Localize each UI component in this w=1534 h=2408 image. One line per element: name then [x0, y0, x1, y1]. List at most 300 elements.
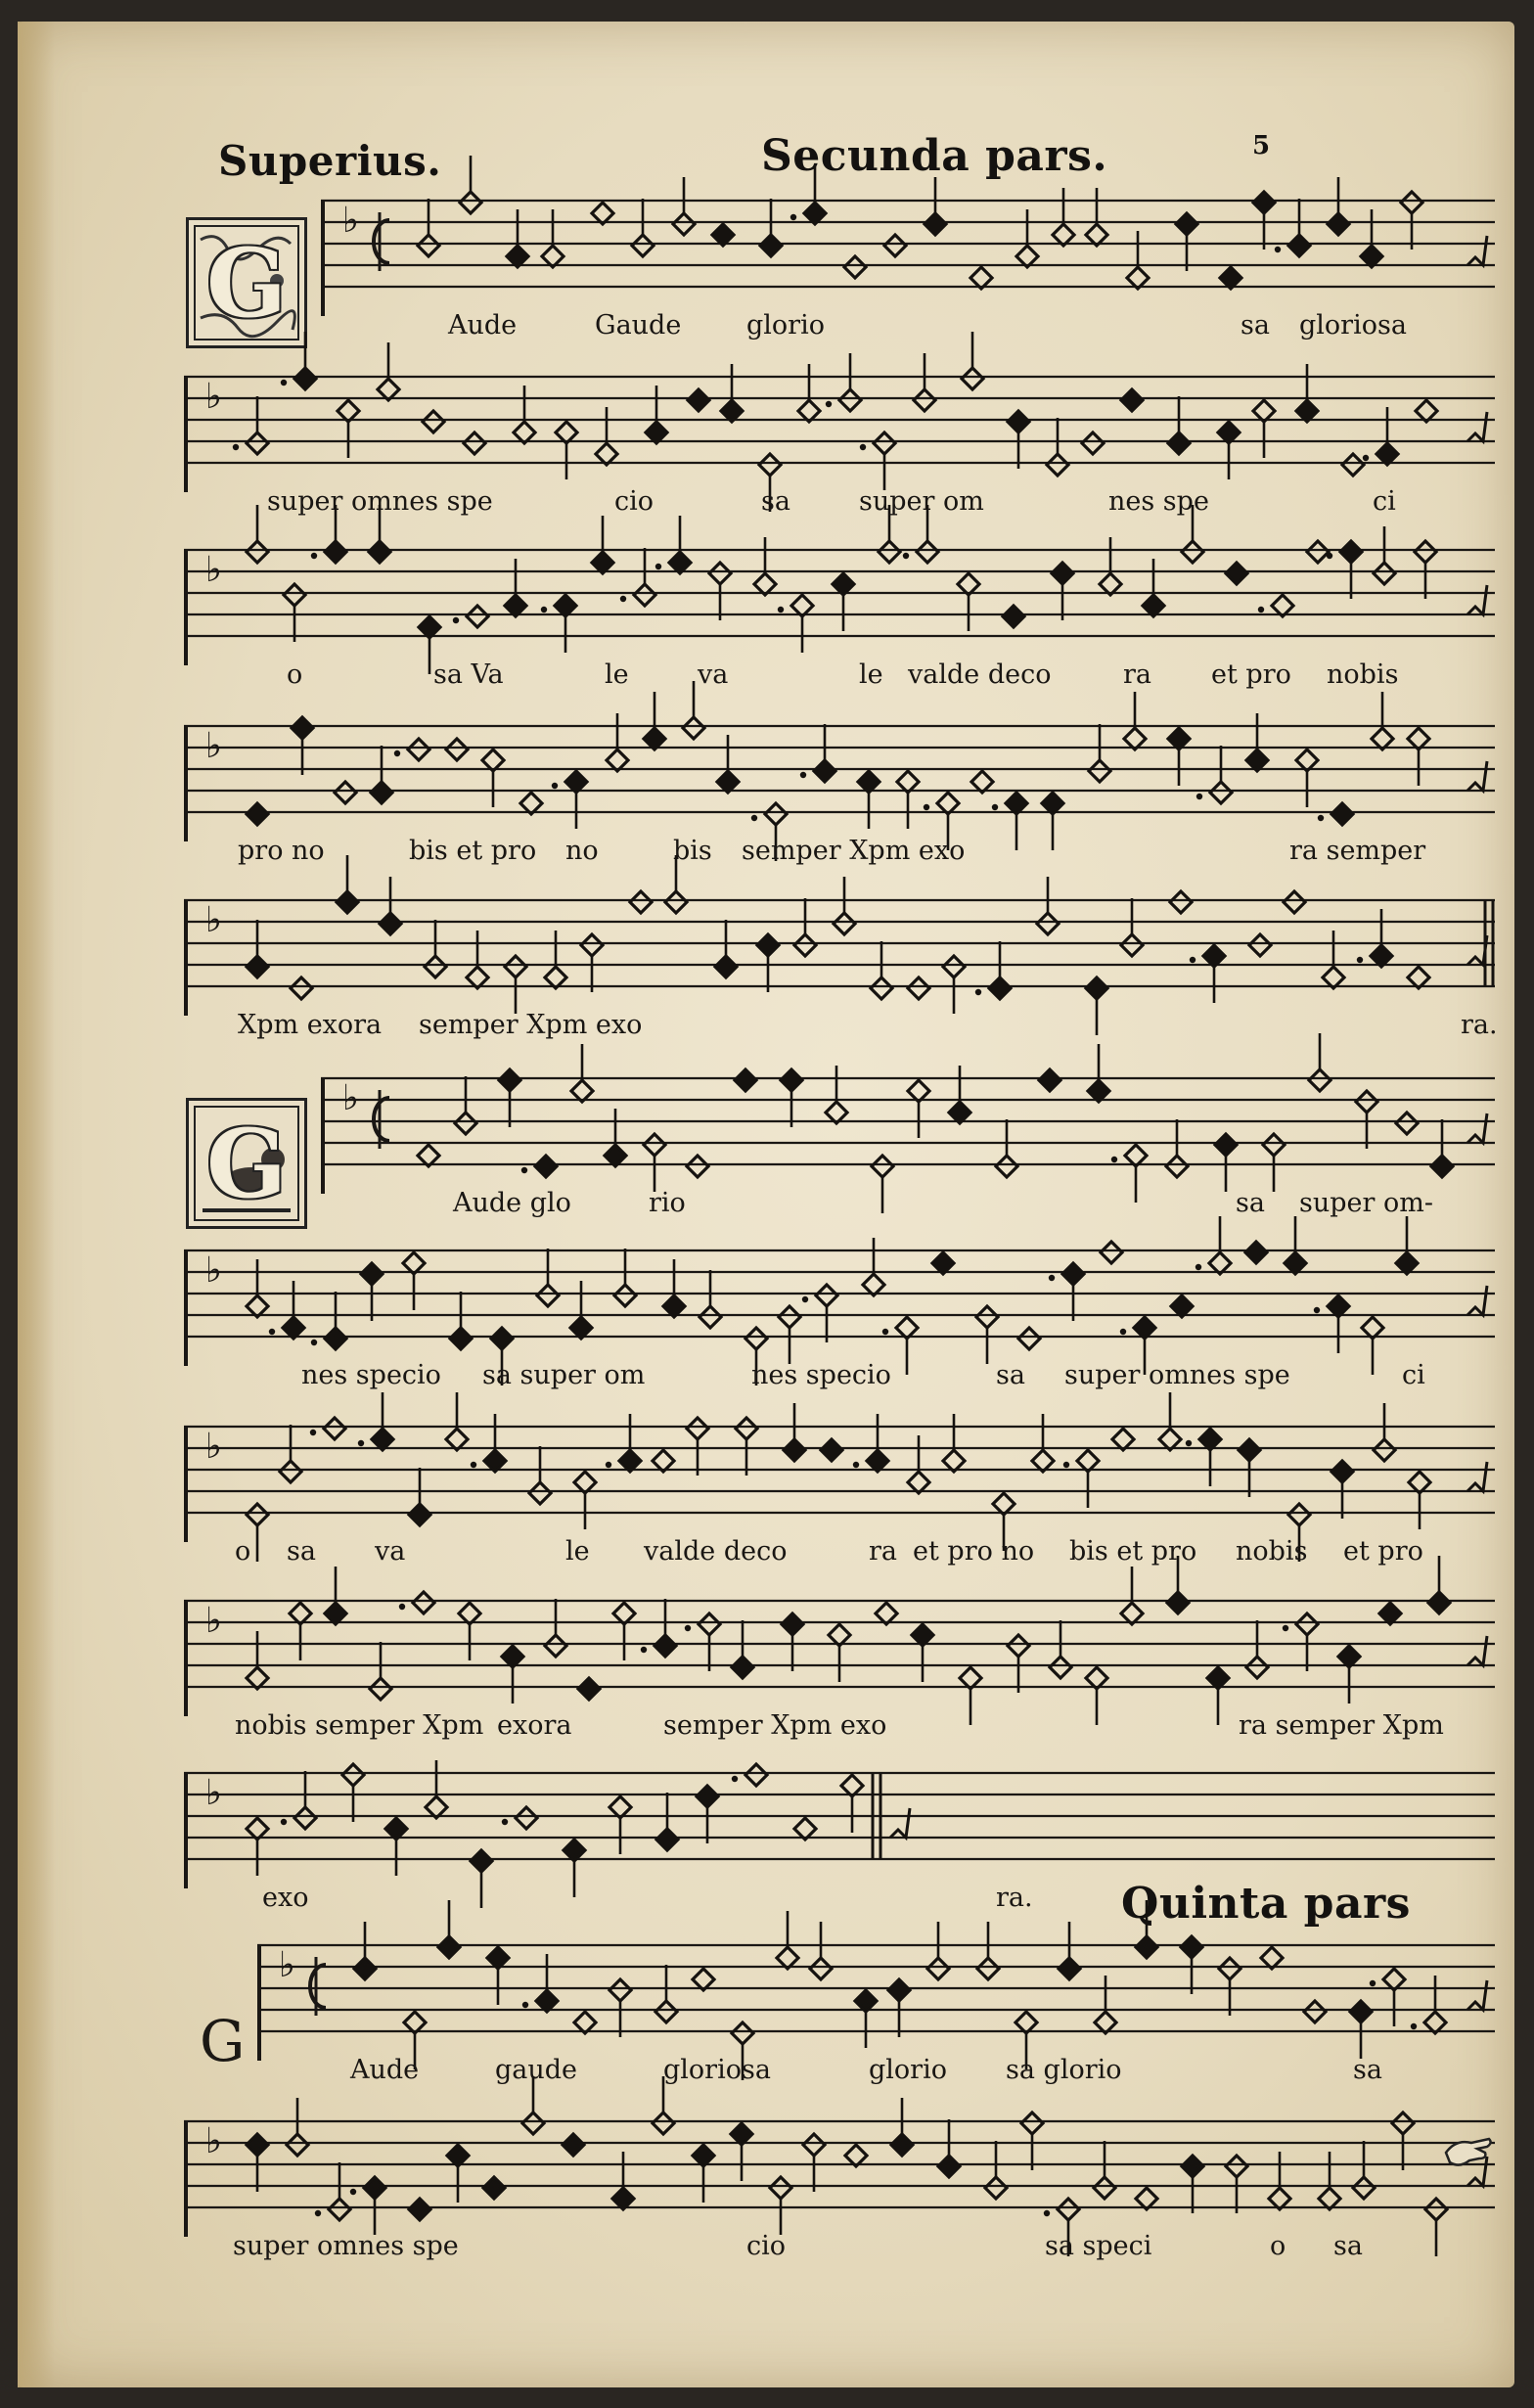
note: [1215, 1134, 1237, 1156]
lyric-syllable: o: [1270, 2231, 1286, 2261]
lyric-syllable: sa glorio: [1006, 2055, 1122, 2085]
staff: [184, 369, 1495, 517]
lyric-syllable: sa: [1333, 2231, 1363, 2261]
lyric-syllable: le: [605, 659, 629, 690]
note: [897, 771, 919, 793]
note: [291, 977, 312, 999]
custos-icon: [1467, 1636, 1487, 1665]
dot: [802, 1296, 808, 1302]
note: [1331, 1461, 1353, 1482]
note: [896, 1317, 918, 1339]
note: [1296, 400, 1318, 422]
note: [1424, 2012, 1446, 2033]
note: [736, 1418, 757, 1439]
lyric-syllable: ra: [1123, 659, 1152, 690]
note: [505, 956, 526, 977]
note: [989, 977, 1011, 999]
note: [1176, 213, 1197, 235]
note: [925, 213, 946, 235]
note: [914, 389, 935, 411]
note: [1203, 945, 1225, 967]
note: [1304, 2001, 1326, 2022]
note: [542, 246, 564, 267]
lyric-syllable: semper Xpm exo: [742, 836, 966, 866]
note: [663, 1295, 685, 1317]
dot: [1111, 1157, 1117, 1162]
note: [735, 1069, 756, 1091]
dot: [685, 1625, 691, 1631]
note: [821, 1439, 842, 1461]
note: [537, 1285, 559, 1306]
lyrics-line: [184, 310, 1534, 349]
dot: [924, 804, 929, 810]
dot: [778, 607, 784, 613]
note: [1246, 750, 1268, 771]
lyric-syllable: gaude: [495, 2055, 578, 2085]
staff-lines: [184, 1765, 1495, 1873]
note: [607, 750, 628, 771]
note: [536, 1990, 558, 2012]
note: [745, 1328, 767, 1349]
note: [1307, 541, 1329, 563]
lyric-syllable: cio: [614, 486, 654, 517]
note: [634, 584, 655, 606]
note: [556, 422, 577, 443]
dot: [281, 1819, 287, 1825]
note: [816, 1285, 837, 1306]
note: [1245, 1242, 1267, 1263]
note: [891, 2134, 913, 2156]
note: [770, 2177, 791, 2199]
note: [247, 1504, 268, 1525]
lyrics-line: [184, 1883, 1534, 1922]
lyric-syllable: gloriosa: [1299, 310, 1407, 341]
note: [1089, 760, 1110, 782]
lyric-syllable: sa super om: [482, 1360, 646, 1390]
note: [646, 422, 667, 443]
dot: [992, 804, 998, 810]
note: [438, 1936, 460, 1958]
note: [290, 1603, 311, 1624]
note: [699, 1306, 721, 1328]
custos-icon: [1467, 412, 1487, 441]
note: [1077, 1450, 1099, 1472]
lyrics-line: [184, 1188, 1534, 1227]
note: [745, 1764, 767, 1786]
note: [609, 1979, 631, 2001]
note: [970, 267, 992, 289]
note: [834, 913, 855, 934]
note: [962, 368, 983, 389]
note: [419, 616, 440, 638]
lyric-syllable: semper Xpm exo: [663, 1710, 887, 1741]
quinta-heading: Quinta pars: [1121, 1879, 1411, 1929]
lyric-syllable: nes specio: [751, 1360, 891, 1390]
note: [784, 1439, 805, 1461]
note: [1167, 1592, 1189, 1613]
note: [765, 803, 787, 825]
lyric-syllable: ci: [1373, 486, 1396, 517]
note: [759, 454, 781, 476]
dot: [790, 214, 796, 220]
note: [371, 782, 392, 803]
note: [1168, 728, 1190, 750]
dot: [606, 1462, 611, 1468]
note: [958, 573, 979, 595]
note: [1039, 1069, 1060, 1091]
flat-clef-icon: ♭: [205, 377, 222, 417]
dot: [315, 2210, 321, 2216]
custos-icon: [1467, 1980, 1487, 2010]
note: [592, 552, 613, 573]
staff: [184, 1419, 1495, 1567]
flat-clef-icon: ♭: [205, 550, 222, 590]
initial-letter: G: [206, 1108, 287, 1219]
note: [1127, 267, 1149, 289]
note: [545, 1635, 566, 1657]
dot: [853, 1462, 859, 1468]
note: [1220, 267, 1241, 289]
lyric-syllable: sa: [287, 1536, 316, 1567]
note: [413, 1592, 434, 1613]
note: [644, 1134, 665, 1156]
staff-bracket: [321, 1078, 325, 1194]
staff-bracket: [184, 1427, 188, 1542]
lyrics-line: [184, 1360, 1534, 1399]
lyric-syllable: nobis: [1236, 1536, 1308, 1567]
note: [1136, 1936, 1157, 1958]
note: [471, 1850, 492, 1872]
note: [908, 977, 929, 999]
cut-time-icon: [374, 220, 389, 263]
note: [555, 595, 576, 616]
note: [1374, 1439, 1395, 1461]
dot: [311, 1340, 317, 1345]
note: [1143, 595, 1164, 616]
note: [1182, 541, 1203, 563]
dot: [471, 1462, 476, 1468]
lyric-syllable: pro no: [238, 836, 325, 866]
note: [294, 368, 316, 389]
note: [917, 541, 938, 563]
note: [1356, 1091, 1377, 1113]
staff: [184, 542, 1495, 690]
note: [888, 1979, 910, 2001]
note: [292, 717, 313, 739]
note: [369, 541, 390, 563]
note: [687, 1156, 708, 1177]
lyrics-line: [184, 1710, 1534, 1749]
dot: [453, 617, 459, 623]
note: [325, 1328, 346, 1349]
dot: [975, 989, 981, 995]
lyric-syllable: super om-: [1299, 1188, 1433, 1218]
note: [1042, 793, 1063, 814]
staff: [321, 193, 1495, 341]
note: [581, 934, 603, 956]
note: [1062, 1263, 1084, 1285]
lyrics-line: [184, 1010, 1534, 1049]
note: [754, 573, 776, 595]
flat-clef-icon: ♭: [205, 900, 222, 940]
lyrics-line: [184, 486, 1534, 525]
note: [467, 967, 488, 988]
custos-icon: [890, 1808, 910, 1838]
note: [338, 400, 359, 422]
lyric-syllable: sa: [761, 486, 790, 517]
note: [612, 2188, 634, 2209]
custos-icon: [1467, 585, 1487, 614]
note: [996, 1156, 1017, 1177]
staff-lines: [321, 193, 1495, 300]
manicule-icon: [1442, 2125, 1495, 2174]
note: [499, 1069, 520, 1091]
note: [1121, 1603, 1143, 1624]
note: [644, 728, 665, 750]
note: [632, 235, 654, 256]
note: [839, 389, 861, 411]
note: [418, 235, 439, 256]
note: [1379, 1603, 1401, 1624]
note: [1285, 1252, 1306, 1274]
note: [372, 1429, 393, 1450]
lyric-syllable: no: [565, 836, 599, 866]
note: [337, 891, 358, 913]
lyric-syllable: le: [565, 1536, 590, 1567]
note: [592, 203, 613, 224]
note: [655, 2001, 677, 2022]
note: [247, 1295, 268, 1317]
note: [483, 2177, 505, 2199]
section-heading: Secunda pars.: [761, 131, 1108, 181]
note: [1086, 1667, 1107, 1689]
lyric-syllable: et pro no: [913, 1536, 1035, 1567]
dot: [1363, 455, 1369, 461]
lyric-syllable: exo: [262, 1883, 309, 1913]
dot: [394, 750, 400, 756]
note: [574, 1472, 596, 1493]
lyrics-line: [184, 1536, 1534, 1575]
lyric-syllable: ra.: [996, 1883, 1033, 1913]
note: [378, 379, 399, 400]
lyric-syllable: gloriosa: [663, 2055, 771, 2085]
note: [937, 793, 959, 814]
note: [1408, 728, 1429, 750]
note: [507, 246, 528, 267]
note: [571, 1080, 593, 1102]
note: [1226, 563, 1247, 584]
note: [403, 1252, 425, 1274]
dot: [826, 401, 832, 407]
dot: [350, 2189, 356, 2195]
lyric-syllable: sa speci: [1045, 2231, 1152, 2261]
note: [1396, 1113, 1418, 1134]
note: [879, 541, 900, 563]
staff-lines: [184, 542, 1495, 650]
lyric-syllable: va: [375, 1536, 406, 1567]
note: [654, 1635, 676, 1657]
staff: [321, 1070, 1495, 1218]
lyric-syllable: sa Va: [433, 659, 504, 690]
custos-icon: [1467, 1113, 1487, 1143]
note: [280, 1461, 301, 1482]
note: [283, 1317, 304, 1339]
dot: [1258, 607, 1264, 613]
note: [1261, 1947, 1283, 1969]
lyrics-line: [184, 2055, 1534, 2094]
flat-clef-icon: ♭: [205, 1427, 222, 1467]
note: [833, 573, 854, 595]
initial-letter: G: [206, 227, 287, 339]
note: [380, 913, 401, 934]
lyric-syllable: nobis: [1327, 659, 1399, 690]
note: [529, 1482, 551, 1504]
note: [1353, 2177, 1375, 2199]
note: [673, 213, 695, 235]
note: [1340, 541, 1362, 563]
note: [1112, 1429, 1134, 1450]
note: [1374, 563, 1395, 584]
note: [1182, 2156, 1203, 2177]
note: [545, 967, 566, 988]
note: [1288, 235, 1310, 256]
staff: [257, 1937, 1495, 2085]
lyric-syllable: Aude: [350, 2055, 420, 2085]
note: [1032, 1450, 1054, 1472]
cut-time-icon: [374, 1098, 389, 1141]
dot: [903, 553, 909, 559]
note: [976, 1306, 998, 1328]
note: [712, 224, 734, 246]
note: [1425, 2199, 1447, 2220]
dot: [1314, 1307, 1320, 1313]
note: [794, 934, 816, 956]
note: [287, 2134, 308, 2156]
lyric-syllable: ra semper: [1289, 836, 1426, 866]
note: [1059, 1958, 1080, 1979]
note: [450, 1328, 472, 1349]
note: [1319, 2188, 1340, 2209]
note: [335, 782, 356, 803]
dot: [860, 444, 866, 450]
lyric-syllable: Aude: [448, 310, 518, 341]
note: [1246, 1657, 1268, 1678]
dot: [311, 553, 317, 559]
note: [1021, 2113, 1043, 2134]
note: [409, 1504, 430, 1525]
note: [845, 2145, 867, 2166]
note: [1003, 606, 1024, 627]
dot: [233, 444, 239, 450]
dot: [1186, 1440, 1192, 1446]
note: [1037, 913, 1059, 934]
note: [1392, 2113, 1414, 2134]
note: [699, 1613, 720, 1635]
note: [1328, 213, 1349, 235]
note: [342, 1764, 364, 1786]
flat-clef-icon: ♭: [342, 1078, 359, 1118]
lyric-syllable: o: [235, 1536, 251, 1567]
note: [1168, 432, 1190, 454]
staff-lines: [184, 1593, 1495, 1701]
lyric-syllable: Xpm exora: [238, 1010, 383, 1040]
staff: [184, 1593, 1495, 1741]
note: [446, 1429, 468, 1450]
note: [487, 1947, 509, 1969]
flat-clef-icon: ♭: [205, 1250, 222, 1291]
lyrics-line: [184, 659, 1534, 699]
note: [927, 1958, 949, 1979]
dot: [882, 1329, 888, 1335]
note: [447, 2145, 469, 2166]
note: [520, 793, 542, 814]
dot: [751, 815, 757, 821]
note: [514, 422, 535, 443]
note: [1328, 1295, 1349, 1317]
note: [535, 1156, 557, 1177]
note: [1086, 977, 1107, 999]
dot: [620, 596, 626, 602]
note: [484, 1450, 506, 1472]
lyric-syllable: bis et pro: [1069, 1536, 1197, 1567]
lyric-syllable: super omnes spe: [233, 2231, 459, 2261]
staff: [184, 2113, 1495, 2261]
note: [570, 1317, 592, 1339]
lyric-syllable: ci: [1402, 1360, 1425, 1390]
note: [426, 1796, 447, 1818]
lyric-syllable: nes spe: [1108, 486, 1209, 517]
note: [247, 541, 268, 563]
note: [425, 956, 446, 977]
note: [361, 1263, 383, 1285]
dot: [1318, 815, 1324, 821]
note: [841, 1775, 863, 1796]
lyric-syllable: sa: [1236, 1188, 1265, 1218]
lyric-syllable: sa: [1241, 310, 1270, 341]
note: [505, 595, 526, 616]
lyric-syllable: valde deco: [908, 659, 1052, 690]
note: [1263, 1134, 1285, 1156]
staff-lines: [321, 1070, 1495, 1178]
note: [876, 1603, 897, 1624]
lyrics-line: [184, 2231, 1534, 2270]
lyric-syllable: bis et pro: [409, 836, 537, 866]
dot: [522, 2002, 528, 2008]
dot: [552, 783, 558, 789]
note: [993, 1493, 1015, 1515]
note: [1125, 1145, 1147, 1166]
lyric-syllable: ra: [869, 1536, 898, 1567]
note: [908, 1080, 929, 1102]
staff-bracket: [184, 1250, 188, 1366]
note: [564, 1840, 585, 1861]
dot: [1196, 794, 1202, 799]
voice-heading: Superius.: [218, 137, 442, 185]
note: [688, 389, 709, 411]
staff-bracket: [321, 201, 325, 316]
note: [364, 2177, 385, 2199]
note: [1058, 2199, 1079, 2220]
note: [867, 1450, 888, 1472]
staff-lines: [184, 1243, 1495, 1350]
note: [1269, 2188, 1290, 2209]
note: [1253, 192, 1275, 213]
note: [1047, 454, 1068, 476]
note: [804, 203, 826, 224]
note: [874, 432, 895, 454]
note: [1121, 934, 1143, 956]
note: [1331, 803, 1353, 825]
